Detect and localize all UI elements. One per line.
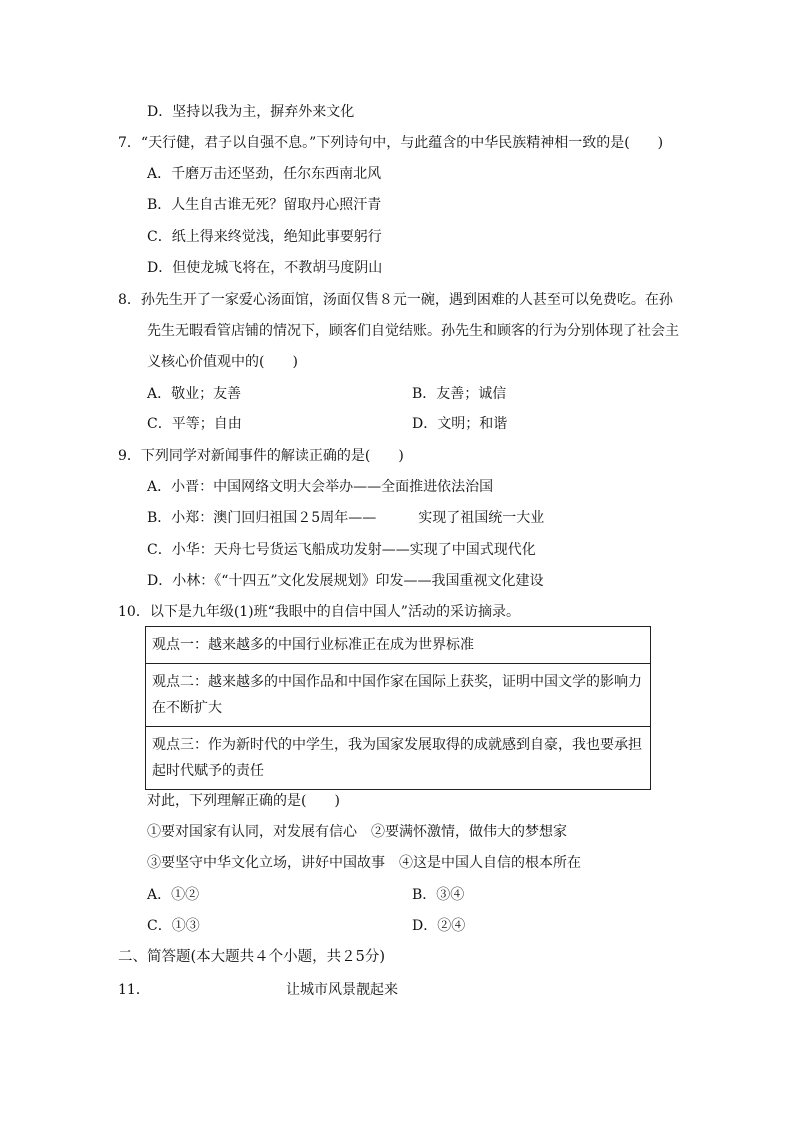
q11-number: 11． — [118, 982, 150, 998]
q10-stem: 10．以下是九年级(1)班“我眼中的自信中国人”活动的采访摘录。 — [118, 604, 520, 620]
q10-items-line-2: ③要坚守中华文化立场，讲好中国故事 ④这是中国人自信的根本所在 — [147, 855, 581, 871]
viewpoint-1: 观点一：越来越多的中国行业标准正在成为世界标准 — [146, 627, 651, 664]
q10-option-b: B．③④ — [412, 887, 465, 903]
q9-option-b: B．小郑：澳门回归祖国２5周年—— 实现了祖国统一大业 — [147, 510, 545, 526]
q10-viewpoint-table — [145, 626, 651, 790]
q10-items-line-1: ①要对国家有认同，对发展有信心 ②要满怀激情，做伟大的梦想家 — [147, 824, 567, 840]
q9-stem: 9．下列同学对新闻事件的解读正确的是( ) — [118, 448, 404, 464]
q9-option-a: A．小晋：中国网络文明大会举办——全面推进依法治国 — [147, 479, 494, 495]
q10-option-c: C．①③ — [147, 918, 200, 934]
q8-option-b: B．友善；诚信 — [412, 386, 507, 402]
q9-option-c: C．小华：天舟七号货运飞船成功发射——实现了中国式现代化 — [147, 542, 536, 558]
q10-option-a: A．①② — [147, 887, 200, 903]
q8-stem-line-3: 义核心价值观中的( ) — [147, 354, 298, 370]
q7-option-b: B．人生自古谁无死？留取丹心照汗青 — [147, 197, 382, 213]
q7-option-c: C．纸上得来终觉浅，绝知此事要躬行 — [147, 229, 382, 245]
q7-option-a: A．千磨万击还坚劲，任尔东西南北风 — [147, 166, 382, 182]
viewpoint-2: 观点二：越来越多的中国作品和中国作家在国际上获奖，证明中国文学的影响力在不断扩大 — [146, 664, 651, 727]
q7-option-d: D．但使龙城飞将在，不教胡马度阴山 — [147, 260, 383, 276]
section-2-heading: 二、简答题(本大题共４个小题，共２5分) — [118, 949, 386, 965]
q10-question: 对此，下列理解正确的是( ) — [147, 793, 340, 809]
viewpoint-3: 观点三：作为新时代的中学生，我为国家发展取得的成就感到自豪，我也要承担起时代赋予的责任 — [146, 727, 651, 790]
q8-option-d: D．文明；和谐 — [412, 416, 508, 432]
q6-option-d: D．坚持以我为主，摒弃外来文化 — [147, 104, 355, 120]
q8-option-c: C．平等；自由 — [147, 416, 242, 432]
q8-option-a: A．敬业；友善 — [147, 386, 242, 402]
q7-stem: 7．“天行健，君子以自强不息。”下列诗句中，与此蕴含的中华民族精神相一致的是( ) — [118, 135, 664, 151]
q11-title: 让城市风景靓起来 — [286, 982, 398, 998]
q9-option-d: D．小林：《“十四五”文化发展规划》印发——我国重视文化建设 — [147, 573, 544, 589]
q8-stem-line-1: 8．孙先生开了一家爱心汤面馆，汤面仅售８元一碗，遇到困难的人甚至可以免费吃。在孙 — [118, 292, 673, 308]
q8-stem-line-2: 先生无暇看管店铺的情况下，顾客们自觉结账。孙先生和顾客的行为分别体现了社会主 — [147, 323, 679, 339]
q10-option-d: D．②④ — [412, 918, 466, 934]
